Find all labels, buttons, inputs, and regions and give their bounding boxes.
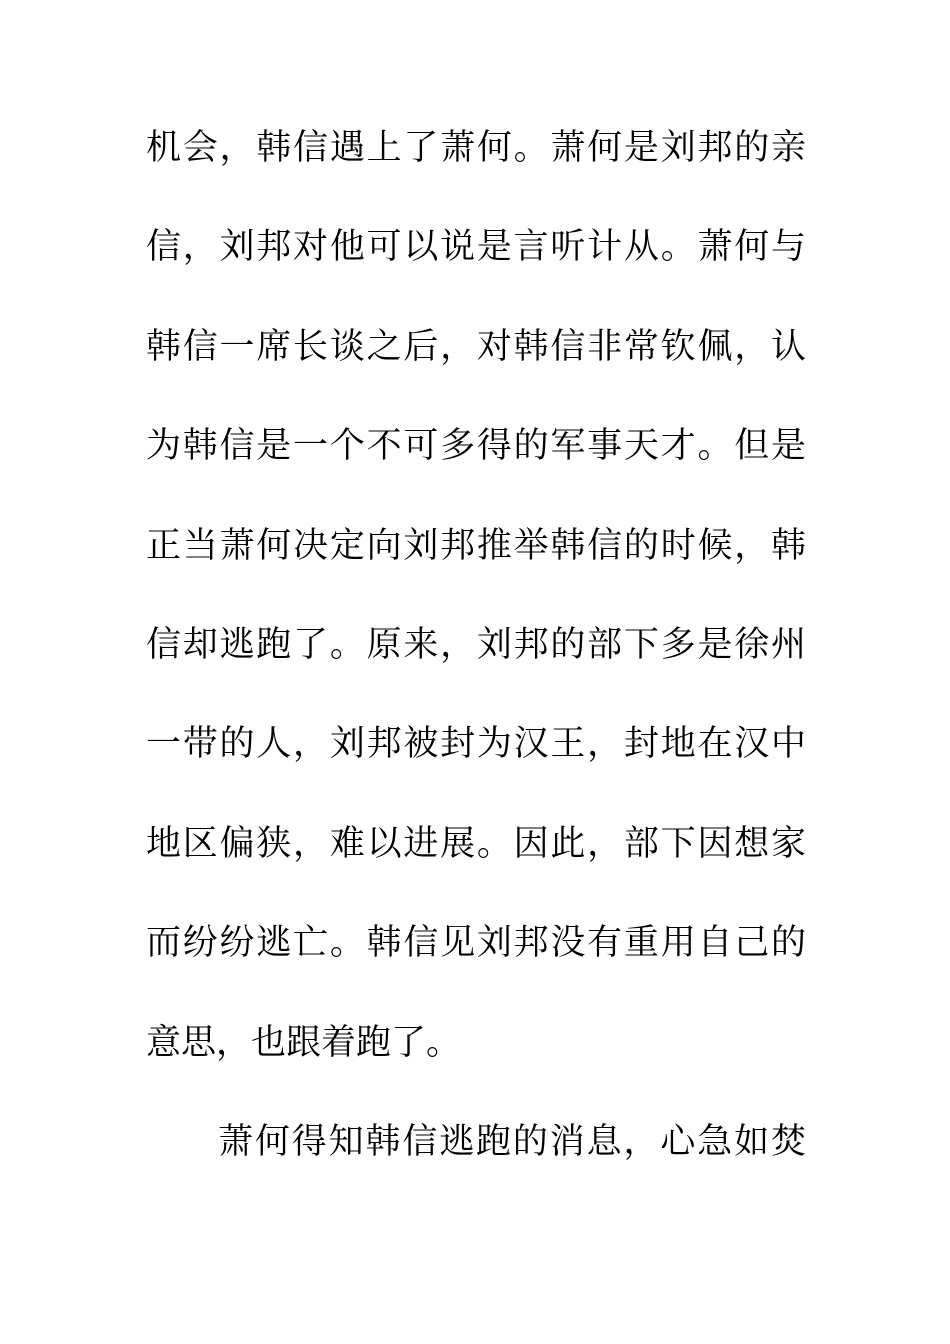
text-line: 机会，韩信遇上了萧何。萧何是刘邦的亲 bbox=[146, 128, 806, 168]
text-line: 信却逃跑了。原来，刘邦的部下多是徐州 bbox=[146, 624, 806, 665]
text-line: 地区偏狭，难以进展。因此，部下因想家 bbox=[146, 823, 806, 864]
text-line: 韩信一席长谈之后，对韩信非常钦佩，认 bbox=[146, 326, 806, 367]
text-line: 正当萧何决定向刘邦推举韩信的时候，韩 bbox=[146, 525, 806, 566]
text-line: 意思，也跟着跑了。 bbox=[146, 1022, 462, 1063]
text-line: 一带的人，刘邦被封为汉王，封地在汉中 bbox=[146, 724, 806, 765]
text-line: 为韩信是一个不可多得的军事天才。但是 bbox=[146, 426, 806, 467]
paragraph-first-line: 萧何得知韩信逃跑的消息，心急如焚 bbox=[218, 1121, 806, 1162]
text-line: 信，刘邦对他可以说是言听计从。萧何与 bbox=[146, 227, 806, 268]
text-line: 而纷纷逃亡。韩信见刘邦没有重用自己的 bbox=[146, 923, 806, 964]
document-body bbox=[146, 123, 806, 1216]
